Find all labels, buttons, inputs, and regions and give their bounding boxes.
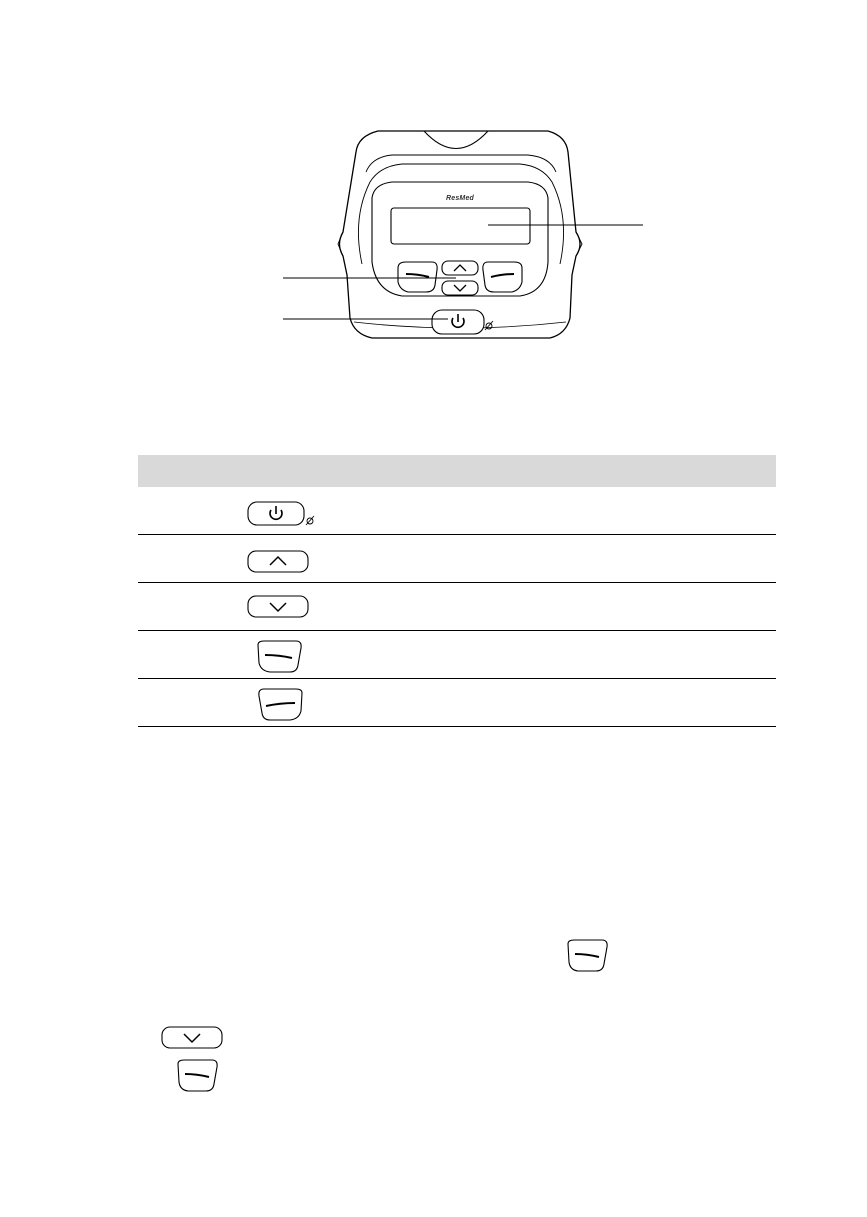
down-arrow-key-icon <box>160 1025 226 1053</box>
power-button-icon <box>246 499 326 529</box>
key-table <box>138 455 776 727</box>
left-softkey-icon <box>168 1058 228 1094</box>
table-row <box>138 535 776 583</box>
table-row <box>138 679 776 727</box>
up-arrow-key-icon <box>246 548 316 578</box>
table-header <box>138 455 776 487</box>
device-illustration <box>0 0 867 420</box>
left-softkey-icon <box>558 938 618 974</box>
device-figure <box>0 0 867 420</box>
left-softkey-icon <box>246 639 316 675</box>
table-row <box>138 583 776 631</box>
down-arrow-key-icon <box>246 593 316 623</box>
table-row <box>138 631 776 679</box>
table-row <box>138 487 776 535</box>
brand-logo: ResMed <box>445 195 475 202</box>
right-softkey-icon <box>246 687 316 723</box>
